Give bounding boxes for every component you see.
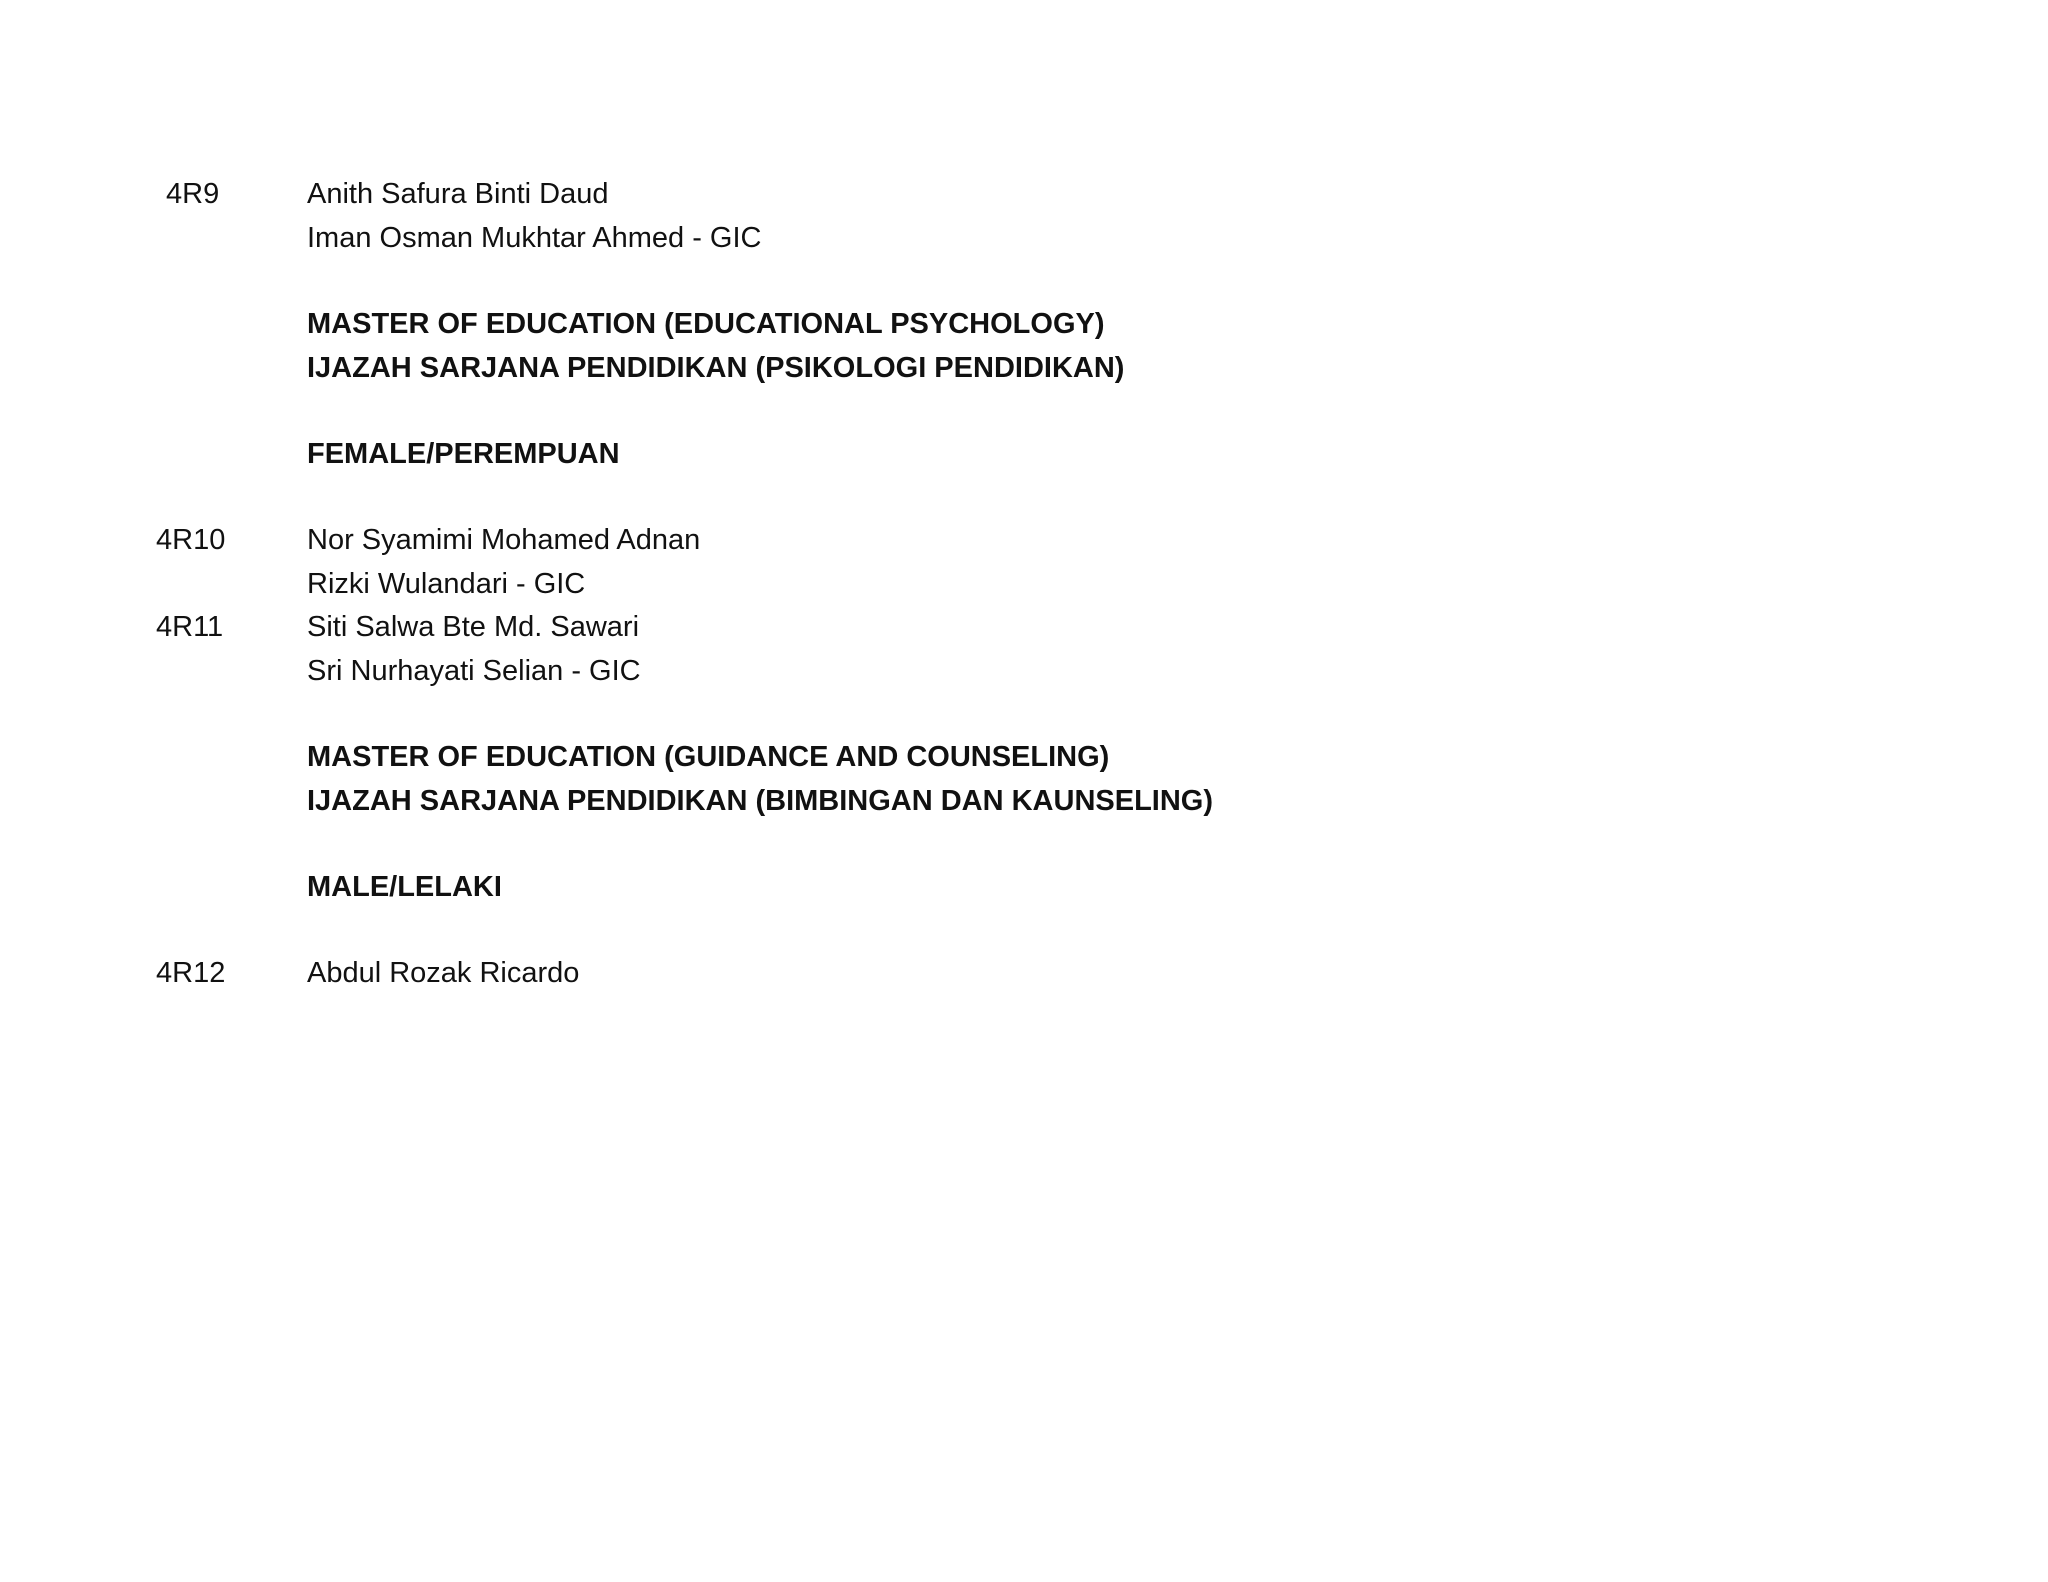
- seat-code: 4R9: [166, 178, 220, 210]
- section-heading-english: MASTER OF EDUCATION (GUIDANCE AND COUNSELING): [307, 741, 1110, 773]
- list-item: [0, 562, 2048, 606]
- graduate-name: Rizki Wulandari - GIC: [307, 568, 586, 600]
- graduate-name: Siti Salwa Bte Md. Sawari: [307, 611, 640, 643]
- graduate-name: Abdul Rozak Ricardo: [307, 957, 580, 989]
- seat-code: 4R11: [156, 611, 224, 643]
- list-item: [0, 649, 2048, 693]
- seat-code: 4R12: [156, 957, 226, 989]
- graduate-name: Iman Osman Mukhtar Ahmed - GIC: [307, 222, 762, 254]
- section-heading-malay: IJAZAH SARJANA PENDIDIKAN (BIMBINGAN DAN KAUNSELING): [307, 785, 1213, 817]
- graduate-name: Anith Safura Binti Daud: [307, 178, 609, 210]
- list-item: [0, 605, 2048, 649]
- graduate-name: Sri Nurhayati Selian - GIC: [307, 655, 641, 687]
- section-heading-malay: IJAZAH SARJANA PENDIDIKAN (PSIKOLOGI PENDIDIKAN): [307, 352, 1125, 384]
- list-item: [0, 951, 2048, 995]
- gender-heading: FEMALE/PEREMPUAN: [307, 438, 620, 470]
- seat-code: 4R10: [156, 524, 226, 556]
- list-item: [0, 518, 2048, 562]
- list-item: [0, 172, 2048, 216]
- graduate-name: Nor Syamimi Mohamed Adnan: [307, 524, 701, 556]
- section-heading-english: MASTER OF EDUCATION (EDUCATIONAL PSYCHOLOGY): [307, 308, 1105, 340]
- gender-heading: MALE/LELAKI: [307, 871, 502, 903]
- list-item: [0, 216, 2048, 260]
